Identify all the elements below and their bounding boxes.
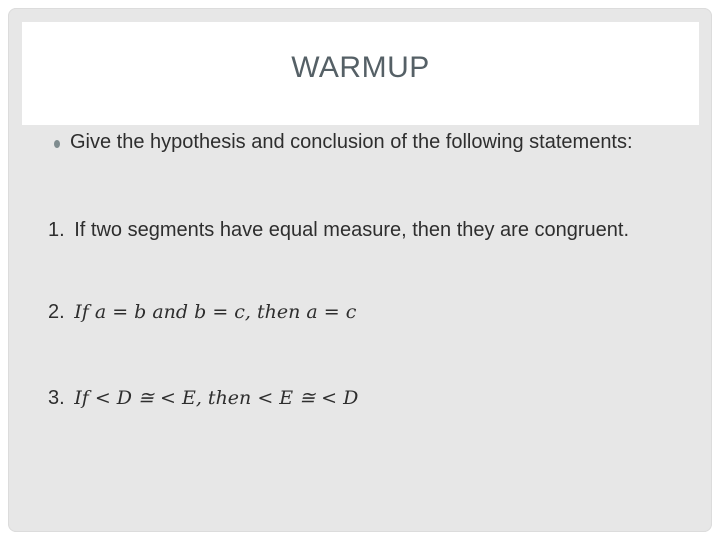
statement-math: If < D ≅ < E, then < E ≅ < D	[74, 387, 359, 409]
title-bar	[22, 22, 699, 125]
statement-number: 1.	[48, 219, 65, 241]
bullet-dot-icon	[54, 140, 60, 148]
statement-number: 3.	[48, 387, 65, 409]
statement-text: If two segments have equal measure, then they are congruent.	[74, 219, 630, 241]
statement-number: 2.	[48, 301, 65, 323]
statement-1	[48, 218, 648, 242]
statement-3	[48, 386, 648, 410]
bullet-instruction	[48, 130, 648, 154]
slide-title: WARMUP	[291, 50, 430, 84]
instruction-text: Give the hypothesis and conclusion of the following statements:	[70, 131, 633, 153]
statement-math: If a = b and b = c, then a = c	[74, 301, 357, 323]
slide	[8, 8, 712, 532]
statement-2	[48, 300, 648, 324]
slide-content	[48, 130, 648, 409]
